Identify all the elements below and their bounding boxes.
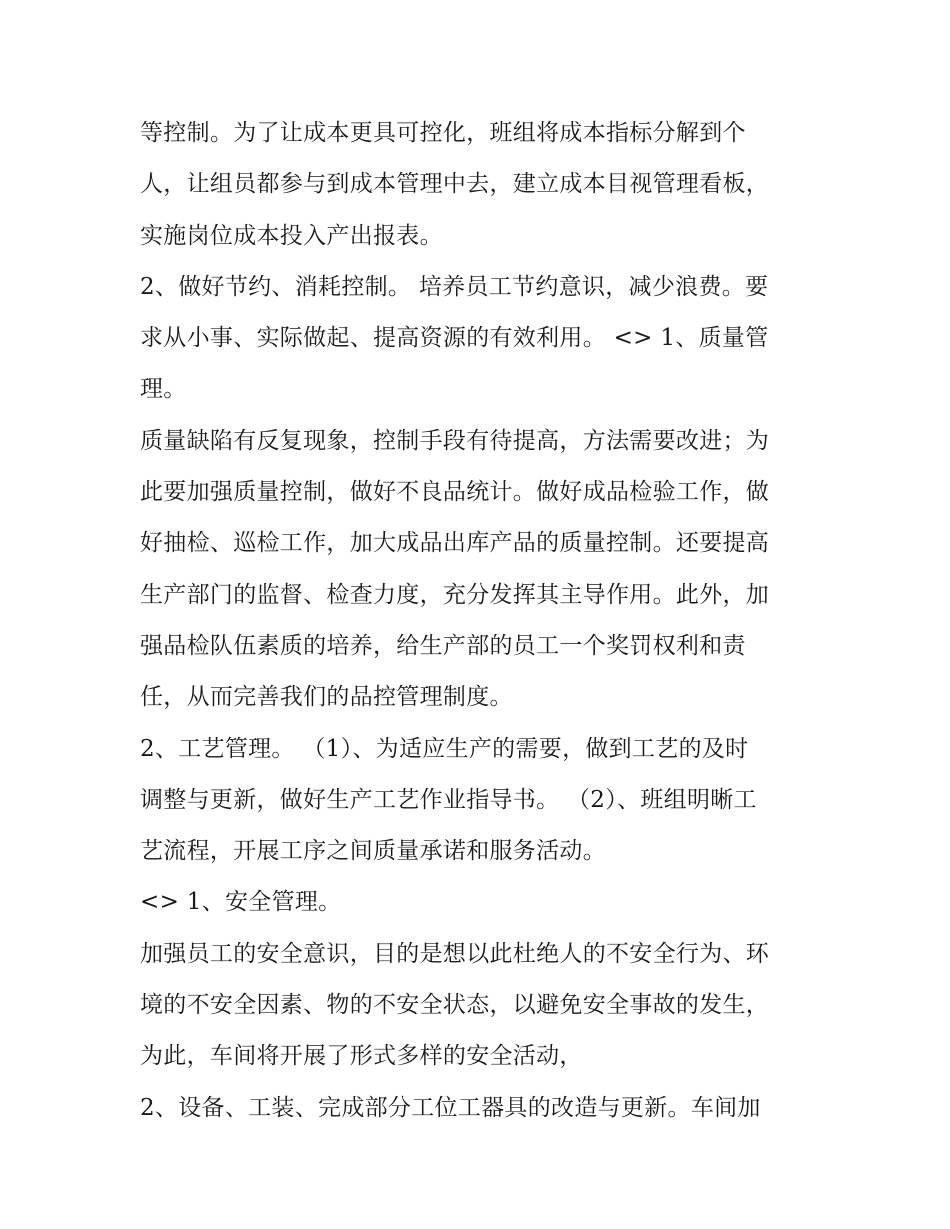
text-line: 等控制。为了让成本更具可控化，班组将成本指标分解到个	[140, 120, 746, 146]
text-line: <> 1、安全管理。	[140, 889, 342, 916]
text-line: 此要加强质量控制，做好不良品统计。做好成品检验工作，做	[140, 479, 770, 506]
text-line: 人，让组员都参与到成本管理中去，建立成本目视管理看板，	[140, 171, 770, 198]
text-line: 为此，车间将开展了形式多样的安全活动，	[140, 1043, 583, 1070]
text-line: 调整与更新，做好生产工艺作业指导书。 （2）、班组明晰工	[140, 786, 757, 813]
body-text	[140, 108, 820, 1134]
text-line: 好抽检、巡检工作，加大成品出库产品的质量控制。还要提高	[140, 530, 770, 557]
text-line: 加强员工的安全意识，目的是想以此杜绝人的不安全行为、环	[140, 940, 770, 967]
text-line: 实施岗位成本投入产出报表。	[140, 222, 443, 249]
text-line: 境的不安全因素、物的不安全状态，以避免安全事故的发生，	[140, 992, 770, 1019]
text-line: 2、工艺管理。 （1）、为适应生产的需要，做到工艺的及时	[140, 735, 749, 762]
text-line: 生产部门的监督、检查力度，充分发挥其主导作用。此外，加	[140, 581, 770, 608]
text-line: 质量缺陷有反复现象，控制手段有待提高，方法需要改进；为	[140, 427, 770, 454]
text-line: 任，从而完善我们的品控管理制度。	[140, 684, 513, 711]
text-line: 理。	[140, 376, 187, 403]
text-line: 2、做好节约、消耗控制。 培养员工节约意识，减少浪费。要	[140, 273, 769, 300]
text-line: 求从小事、实际做起、提高资源的有效利用。 <> 1、质量管	[140, 325, 769, 352]
text-line: 2、设备、工装、完成部分工位工器具的改造与更新。车间加	[140, 1094, 761, 1121]
text-line: 强品检队伍素质的培养，给生产部的员工一个奖罚权利和责	[140, 632, 746, 659]
text-line: 艺流程，开展工序之间质量承诺和服务活动。	[140, 838, 606, 865]
